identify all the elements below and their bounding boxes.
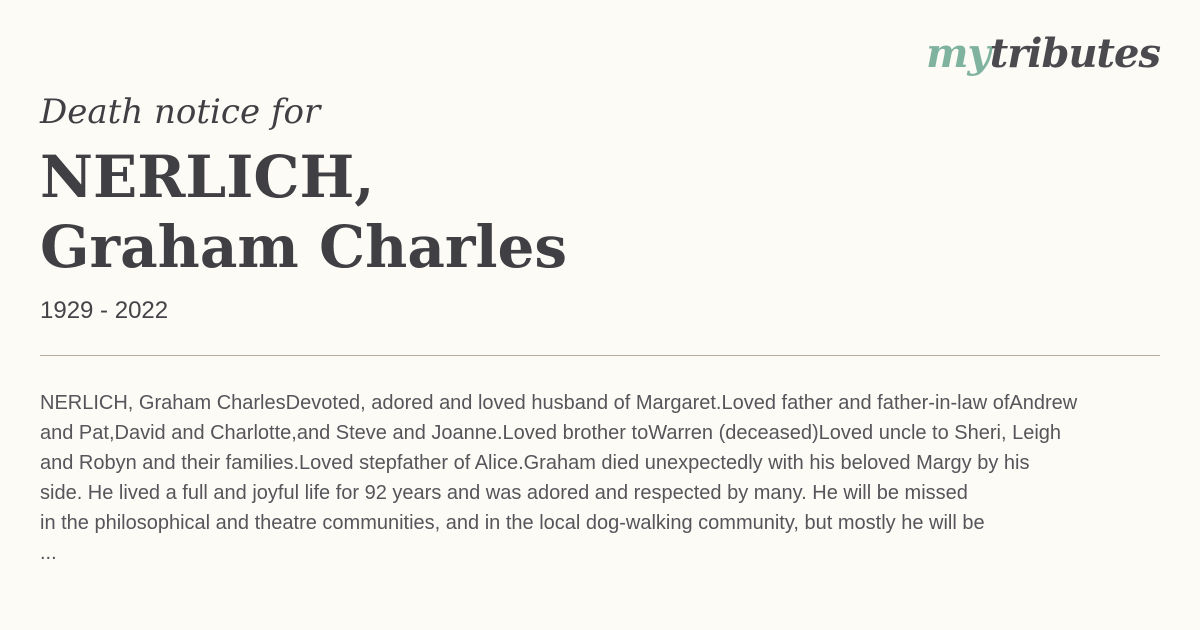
notice-body-line: side. He lived a full and joyful life for 92 years and was adored and respected by many. He will be missed <box>40 482 968 504</box>
life-years: 1929 - 2022 <box>40 297 169 324</box>
notice-label: Death notice for <box>40 92 321 132</box>
notice-body-line: and Robyn and their families.Loved stepfather of Alice.Graham died unexpectedly with his beloved Margy by his <box>40 452 1030 474</box>
divider <box>40 355 1160 356</box>
notice-body-line: in the philosophical and theatre communities, and in the local dog-walking community, but mostly he will be <box>40 512 985 534</box>
logo-part-my: my <box>926 30 990 77</box>
mytributes-logo[interactable] <box>926 30 1160 77</box>
notice-heading <box>40 90 567 326</box>
deceased-surname: NERLICH, <box>40 143 375 211</box>
deceased-given-names: Graham Charles <box>40 213 568 281</box>
logo-part-tributes: tributes <box>989 30 1160 77</box>
notice-body-line: and Pat,David and Charlotte,and Steve and Joanne.Loved brother toWarren (deceased)Loved uncle to Sheri, Leigh <box>40 422 1062 444</box>
deceased-name <box>40 142 567 282</box>
notice-body-ellipsis: ... <box>40 542 57 564</box>
notice-body <box>40 388 1200 568</box>
notice-body-line: NERLICH, Graham CharlesDevoted, adored and loved husband of Margaret.Loved father and father-in-law ofAndrew <box>40 392 1078 414</box>
